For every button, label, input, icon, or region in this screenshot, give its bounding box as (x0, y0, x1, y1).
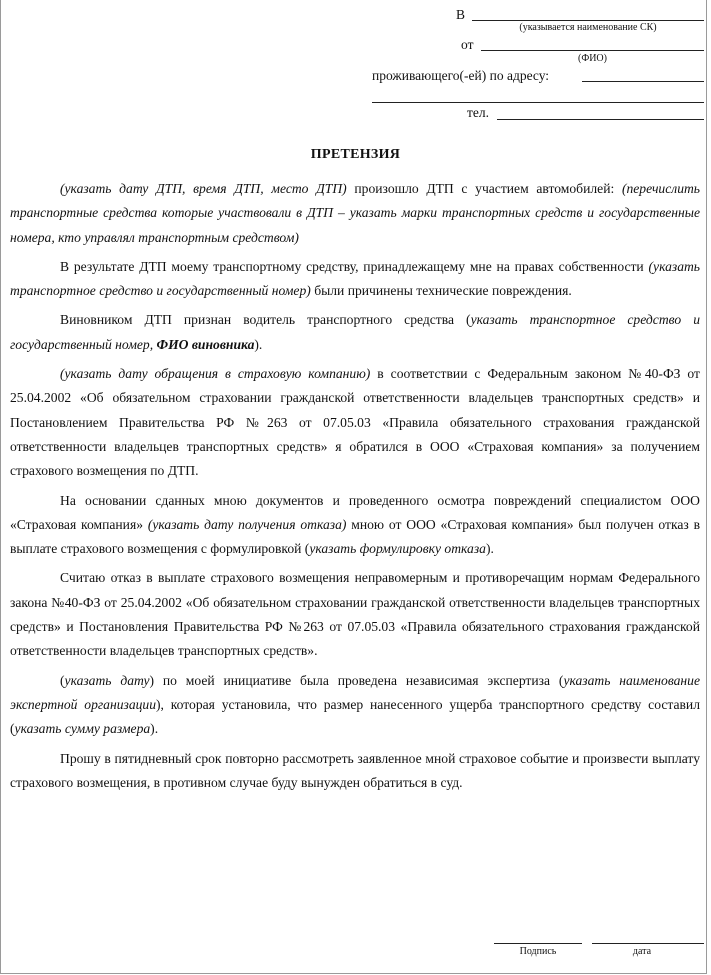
paragraph-claim (10, 362, 700, 483)
paragraph-request (10, 747, 700, 796)
paragraph-damage (10, 255, 700, 304)
placeholder-expert-organization: указать наименование экспертной организации (10, 672, 700, 712)
placeholder-accident-details: (указать дату ДТП, время ДТП, место ДТП) (60, 181, 347, 196)
paragraph-culprit (10, 308, 700, 357)
text-segment: мною от ООО «Страховая компания» был получен отказ в выплате страхового возмещения с формулировкой ( (10, 516, 701, 557)
paragraph-objection (10, 566, 700, 663)
date-label: дата (632, 946, 652, 957)
text-segment: ), которая установила, что размер нанесенного ущерба транспортного средству составил ( (10, 696, 700, 737)
placeholder-vehicles: (перечислить транспортные средства которые участвовали в ДТП – указать марки транспортных средств и государственные номера, кто управлял транспортным средством) (10, 181, 700, 245)
text-segment: ). (254, 336, 263, 352)
address-line-1 (582, 81, 704, 82)
text-segment: Прошу в пятидневный срок повторно рассмотреть заявленное мной страховое событие и произвести выплату страхового возмещения, в противном случае буду вынужден обратиться в суд. (10, 750, 700, 790)
signature-line (494, 943, 582, 944)
from-label: от (461, 37, 474, 52)
text-segment: На основании сданных мною документов и проведенного осмотра повреждений специалистом ООО «Страховая компания» (10, 492, 700, 532)
placeholder-refusal-wording: указать формулировку отказа (309, 541, 486, 557)
text-segment: ). (150, 721, 159, 737)
placeholder-culprit-vehicle: указать транспортное средство и государственный номер, (10, 312, 700, 352)
placeholder-culprit-name: ФИО виновника (156, 336, 255, 352)
placeholder-expertise-date: указать дату (64, 672, 150, 688)
address-label: проживающего(-ей) по адресу: (372, 68, 550, 83)
text-segment: в соответствии с Федеральным законом №40-ФЗ от 25.04.2002 «Об обязательном страховании гражданской ответственности владельцев транспортных средств» и Постановлением Правительства РФ №263 от 07.05.03 «Правила обязательного страхования гражданской ответственности владельцев транспортных средств» я обратился в ООО «Страховая компания» за получением страхового возмещения по ДТП. (10, 366, 700, 479)
text-segment: ) по моей инициативе была проведена независимая экспертиза ( (149, 672, 564, 688)
text-segment: произошло ДТП с участием автомобилей: (346, 181, 622, 196)
recipient-line (472, 20, 704, 21)
text-segment: ). (485, 541, 494, 557)
paragraph-expertise (10, 669, 700, 742)
text-segment: ( (60, 672, 65, 688)
address-line-2 (372, 102, 704, 103)
placeholder-vehicle: (указать транспортное средство и государственный номер) (10, 258, 700, 299)
text-segment: В результате ДТП моему транспортному средству, принадлежащему мне на правах собственности (60, 258, 649, 274)
paragraph-accident (10, 177, 700, 250)
signature-label: Подпись (519, 946, 557, 957)
document-title: ПРЕТЕНЗИЯ (310, 147, 401, 162)
text-segment: Считаю отказ в выплате страхового возмещения неправомерным и противоречащим нормам Федерального закона №40-ФЗ от 25.04.2002 «Об обязательном страховании гражданской ответственности владельцев транспортных средств» и Постановления Правительства РФ №263 от 07.05.03 «Правила обязательного страхования гражданской ответственности владельцев транспортных средств». (10, 570, 700, 659)
text-segment: были причинены технические повреждения. (310, 283, 572, 299)
phone-line (497, 119, 704, 120)
paragraph-refusal (10, 489, 700, 562)
recipient-label: В (456, 7, 466, 22)
recipient-hint: (указывается наименование СК) (519, 22, 657, 33)
placeholder-claim-date: (указать дату обращения в страховую компанию) (60, 366, 371, 382)
date-line (592, 943, 704, 944)
placeholder-damage-amount: указать сумму размера (14, 721, 151, 737)
text-segment: Виновником ДТП признан водитель транспортного средства ( (60, 312, 471, 328)
placeholder-refusal-date: (указать дату получения отказа) (147, 516, 347, 532)
document-body (10, 177, 700, 800)
fio-hint: (ФИО) (577, 53, 607, 64)
phone-label: тел. (467, 105, 490, 120)
from-line (481, 50, 704, 51)
